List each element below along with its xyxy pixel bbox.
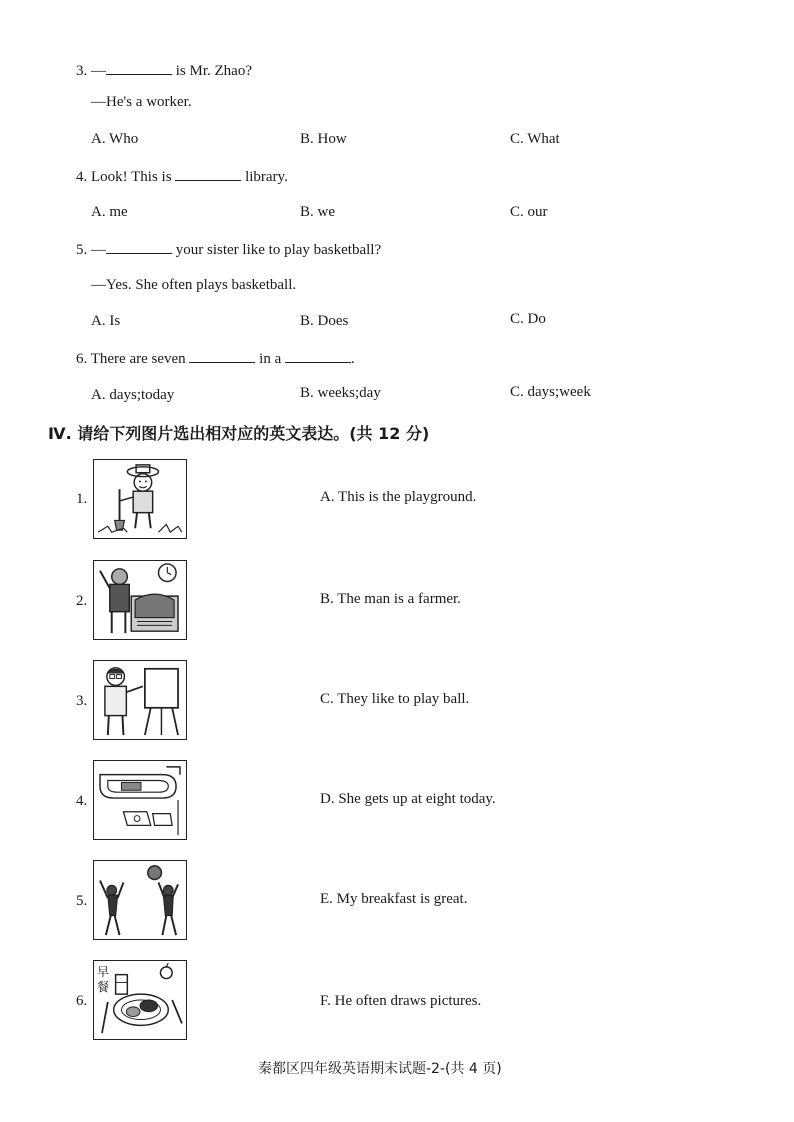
answer-option-e[interactable]: E. My breakfast is great. <box>320 891 468 907</box>
answer-blank[interactable] <box>106 241 172 254</box>
girl-waking-up-picture <box>93 560 187 640</box>
question-5-option-a[interactable]: A. Is <box>91 313 121 329</box>
question-4-option-b[interactable]: B. we <box>300 204 335 220</box>
answer-blank[interactable] <box>285 350 351 363</box>
answer-option-a[interactable]: A. This is the playground. <box>320 489 477 505</box>
farmer-icon <box>94 460 186 538</box>
answer-blank[interactable] <box>189 350 255 363</box>
section-4-title: Ⅳ. 请给下列图片选出相对应的英文表达。(共 12 分) <box>48 424 430 443</box>
answer-blank[interactable] <box>175 168 241 181</box>
answer-option-c[interactable]: C. They like to play ball. <box>320 691 470 707</box>
breakfast-picture <box>93 960 187 1040</box>
playground-icon <box>94 761 186 839</box>
man-painting-picture <box>93 660 187 740</box>
picture-4-number: 4. <box>76 793 88 809</box>
kids-ball-icon <box>94 861 186 939</box>
breakfast-label: 早餐 <box>97 965 110 994</box>
question-3-stem: 3. — is Mr. Zhao? <box>76 63 252 79</box>
question-3-reply: —He's a worker. <box>91 94 192 110</box>
question-5-stem: 5. — your sister like to play basketball? <box>76 242 382 258</box>
answer-option-d[interactable]: D. She gets up at eight today. <box>320 791 496 807</box>
picture-1-number: 1. <box>76 491 88 507</box>
question-4-option-c[interactable]: C. our <box>510 204 548 220</box>
question-3-option-b[interactable]: B. How <box>300 131 347 147</box>
question-4-option-a[interactable]: A. me <box>91 204 128 220</box>
breakfast-icon <box>94 961 186 1039</box>
question-5-reply: —Yes. She often plays basketball. <box>91 277 297 293</box>
question-6-option-b[interactable]: B. weeks;day <box>300 385 381 401</box>
picture-3-number: 3. <box>76 693 88 709</box>
picture-5-number: 5. <box>76 893 88 909</box>
picture-6-number: 6. <box>76 993 88 1009</box>
question-3-option-a[interactable]: A. Who <box>91 131 139 147</box>
farmer-with-spade-picture <box>93 459 187 539</box>
question-4-stem: 4. Look! This is library. <box>76 169 288 185</box>
picture-2-number: 2. <box>76 593 88 609</box>
painter-icon <box>94 661 186 739</box>
question-5-option-b[interactable]: B. Does <box>300 313 349 329</box>
answer-option-f[interactable]: F. He often draws pictures. <box>320 993 482 1009</box>
playground-picture <box>93 760 187 840</box>
question-6-option-c[interactable]: C. days;week <box>510 384 591 400</box>
kids-playing-ball-picture <box>93 860 187 940</box>
answer-option-b[interactable]: B. The man is a farmer. <box>320 591 461 607</box>
page-footer: 秦都区四年级英语期末试题-2-(共 4 页) <box>258 1061 502 1077</box>
answer-blank[interactable] <box>106 62 172 75</box>
question-3-option-c[interactable]: C. What <box>510 131 560 147</box>
question-6-stem: 6. There are seven in a . <box>76 351 355 367</box>
girl-waking-icon <box>94 561 186 639</box>
question-5-option-c[interactable]: C. Do <box>510 311 546 327</box>
question-6-option-a[interactable]: A. days;today <box>91 387 175 403</box>
